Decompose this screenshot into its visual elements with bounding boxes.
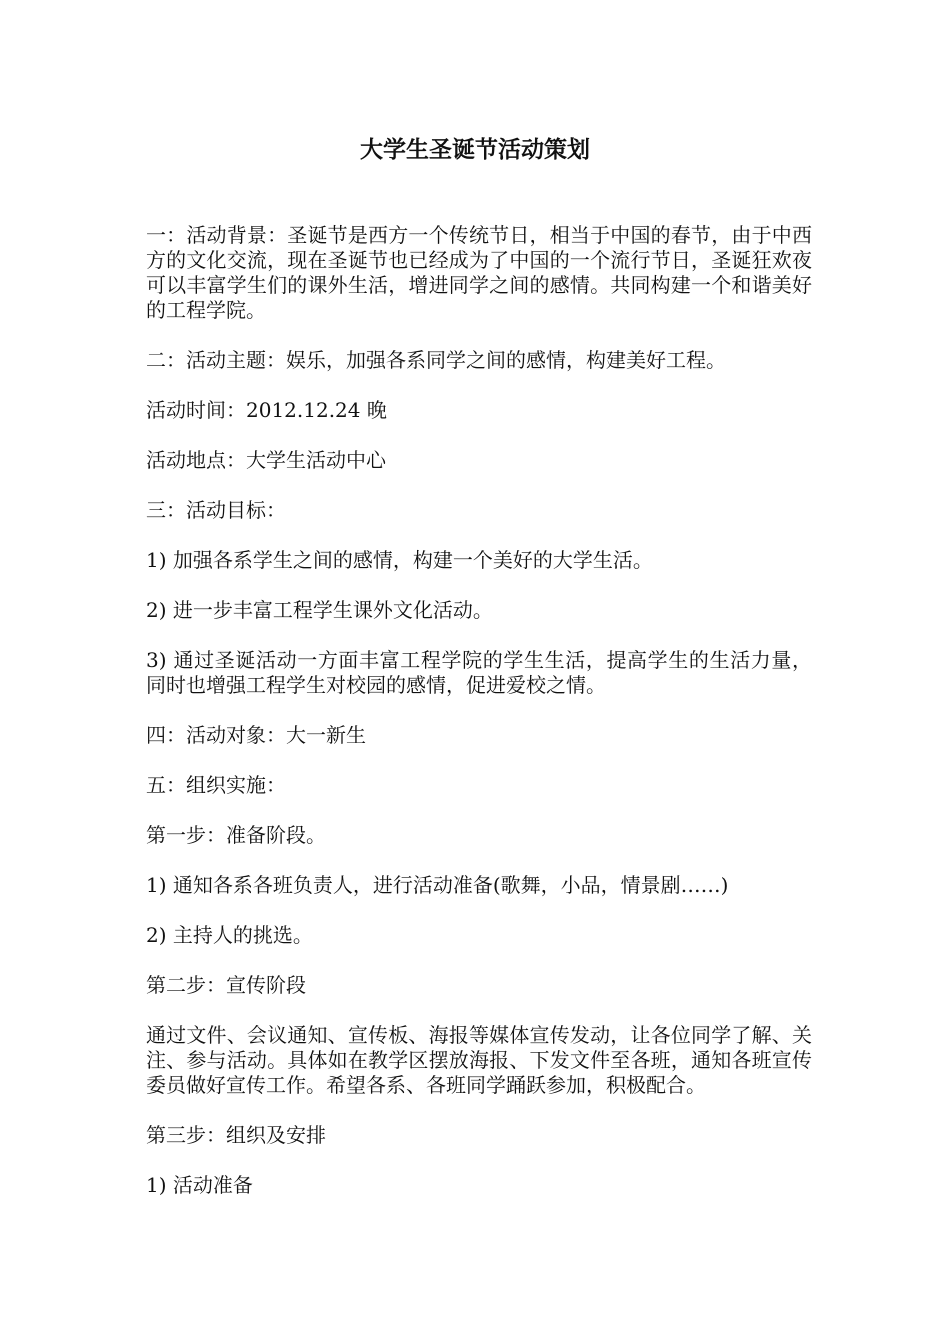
document-title: 大学生圣诞节活动策划	[360, 136, 590, 163]
paragraph-step-3: 第三步：组织及安排	[146, 1123, 326, 1147]
paragraph-step-1-item-1: 1) 通知各系各班负责人，进行活动准备(歌舞，小品，情景剧……)	[146, 873, 729, 897]
paragraph-implementation-heading: 五：组织实施：	[146, 773, 286, 797]
paragraph-step-2-body: 通过文件、会议通知、宣传板、海报等媒体宣传发动，让各位同学了解、关注、参与活动。具体如在教学区摆放海报、下发文件至各班，通知各班宣传委员做好宣传工作。希望各系、各班同学踊跃参加，积极配合。	[146, 1023, 812, 1097]
paragraph-background: 一：活动背景：圣诞节是西方一个传统节日，相当于中国的春节，由于中西方的文化交流，现在圣诞节也已经成为了中国的一个流行节日，圣诞狂欢夜可以丰富学生们的课外生活，增进同学之间的感情。共同构建一个和谐美好的工程学院。	[146, 223, 812, 322]
paragraph-step-1: 第一步：准备阶段。	[146, 823, 326, 847]
paragraph-step-1-item-2: 2) 主持人的挑选。	[146, 923, 313, 947]
document-body	[146, 223, 812, 1223]
paragraph-time: 活动时间：2012.12.24 晚	[146, 398, 387, 422]
paragraph-goal-3: 3) 通过圣诞活动一方面丰富工程学院的学生生活，提高学生的生活力量，同时也增强工程学生对校园的感情，促进爱校之情。	[146, 648, 812, 697]
paragraph-step-2: 第二步：宣传阶段	[146, 973, 306, 997]
paragraph-theme: 二：活动主题：娱乐，加强各系同学之间的感情，构建美好工程。	[146, 348, 726, 372]
paragraph-goal-1: 1) 加强各系学生之间的感情，构建一个美好的大学生活。	[146, 548, 653, 572]
paragraph-goal-2: 2) 进一步丰富工程学生课外文化活动。	[146, 598, 493, 622]
paragraph-audience: 四：活动对象：大一新生	[146, 723, 366, 747]
paragraph-location: 活动地点：大学生活动中心	[146, 448, 386, 472]
paragraph-goals-heading: 三：活动目标：	[146, 498, 286, 522]
paragraph-step-3-item-1: 1) 活动准备	[146, 1173, 253, 1197]
